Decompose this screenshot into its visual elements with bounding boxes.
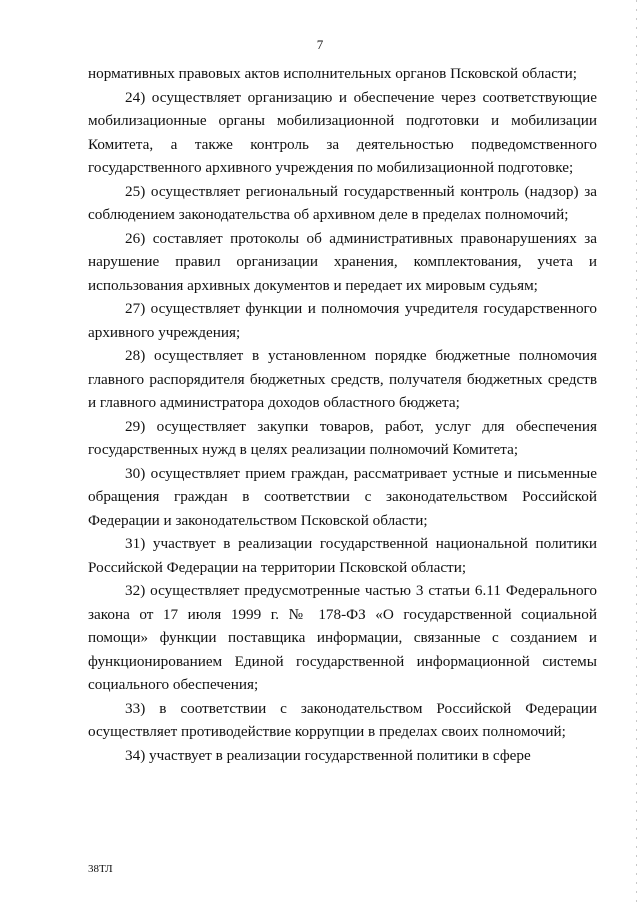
paragraph-item-30: 30) осуществляет прием граждан, рассматривает устные и письменные обращения граждан в соответствии с законодательством Российской Федерации и законодательством Псковской области; bbox=[88, 464, 597, 529]
paragraph-item-24: 24) осуществляет организацию и обеспечение через соответствующие мобилизационные органы мобилизационной подготовки и мобилизации Комитета, а также контроль за деятельностью подведомственного государственного архивного учреждения по мобилизационной подготовке; bbox=[88, 88, 597, 176]
footer-code: 38ТЛ bbox=[88, 863, 113, 875]
paragraph-item-28: 28) осуществляет в установленном порядке бюджетные полномочия главного распорядителя бюджетных средств, получателя бюджетных средств и главного администратора доходов областного бюджета; bbox=[88, 347, 597, 411]
document-body bbox=[88, 62, 597, 767]
paragraph-item-32: 32) осуществляет предусмотренные частью 3 статьи 6.11 Федерального закона от 17 июля 1999 г. № 178-ФЗ «О государственной социальной помощи» функции поставщика информации, связанные с созданием и функционированием Единой государственной информационной системы социального обеспечения; bbox=[88, 582, 597, 693]
paragraph-item-34: 34) участвует в реализации государственной политики в сфере bbox=[125, 746, 531, 764]
page-number: 7 bbox=[316, 37, 324, 52]
paragraph-item-26: 26) составляет протоколы об административных правонарушениях за нарушение правил организации хранения, комплектования, учета и использования архивных документов и передает их мировым судьям; bbox=[88, 229, 597, 294]
paragraph-item-31: 31) участвует в реализации государственной национальной политики Российской Федерации на территории Псковской области; bbox=[88, 535, 597, 576]
paragraph-item-29: 29) осуществляет закупки товаров, работ, услуг для обеспечения государственных нужд в целях реализации полномочий Комитета; bbox=[88, 417, 597, 458]
scan-edge-mark bbox=[636, 0, 637, 905]
paragraph-item-33: 33) в соответствии с законодательством Российской Федерации осуществляет противодействие коррупции в пределах своих полномочий; bbox=[88, 699, 597, 740]
paragraph-item-25: 25) осуществляет региональный государственный контроль (надзор) за соблюдением законодательства об архивном деле в пределах полномочий; bbox=[88, 182, 597, 223]
paragraph-continuation: нормативных правовых актов исполнительных органов Псковской области; bbox=[88, 65, 577, 82]
paragraph-item-27: 27) осуществляет функции и полномочия учредителя государственного архивного учреждения; bbox=[88, 300, 597, 341]
